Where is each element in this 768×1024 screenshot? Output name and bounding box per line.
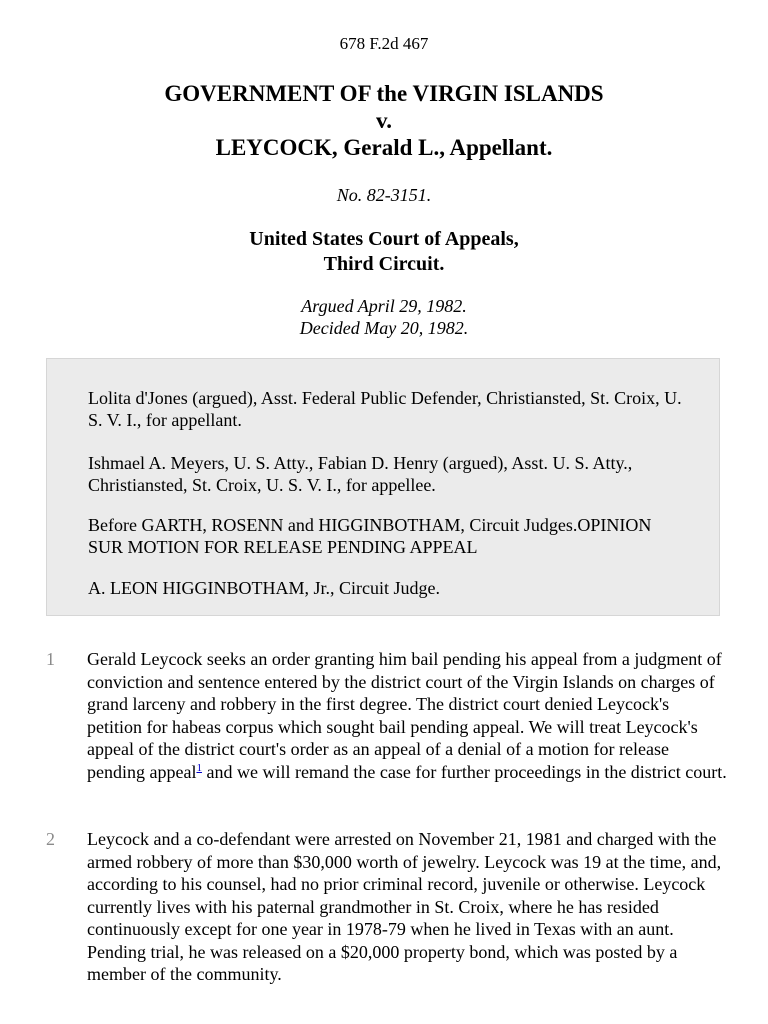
paragraph-text: Leycock and a co-defendant were arrested on November 21, 1981 and charged with the armed robbery of more than $30,000 worth of jewelry. Leycock was 19 at the time, and, according to his counsel, had no prior criminal record, juvenile or otherwise. Leycock currently lives with his paternal grandmother in St. Croix, where he has resided continuously except for one year in 1978-79 when he lived in Texas with an aunt. Pending trial, he was released on a $20,000 property bond, which was posted by a member of the community. [87, 829, 722, 984]
decided-date: Decided May 20, 1982. [299, 318, 469, 338]
argued-date: Argued April 29, 1982. [301, 296, 467, 316]
paragraph-number: 2 [46, 829, 55, 849]
opinion-author: A. LEON HIGGINBOTHAM, Jr., Circuit Judge. [88, 578, 440, 598]
counsel-box [46, 358, 720, 616]
case-caption [0, 80, 768, 161]
docket-number: No. 82-3151. [336, 185, 432, 205]
court-name [0, 227, 768, 277]
paragraph-number: 1 [46, 649, 55, 669]
case-dates [0, 295, 768, 339]
caption-defendant: LEYCOCK, Gerald L., Appellant. [215, 135, 553, 160]
citation: 678 F.2d 467 [339, 34, 429, 53]
paragraph-text-main: Gerald Leycock seeks an order granting him bail pending his appeal from a judgment of conviction and sentence entered by the district court of the Virgin Islands on charges of grand larceny and robbery in the first degree. The district court denied Leycock's petition for habeas corpus which sought bail pending appeal. We will treat Leycock's appeal of the district court's order as an appeal of a denial of a motion for release pending appeal [87, 649, 722, 782]
footnote-link[interactable]: 1 [196, 761, 202, 774]
paragraph-text [87, 648, 727, 783]
court-name-line1: United States Court of Appeals, [249, 228, 519, 250]
caption-versus: v. [376, 108, 392, 133]
caption-plaintiff: GOVERNMENT OF the VIRGIN ISLANDS [164, 81, 604, 106]
paragraph-text-rest: and we will remand the case for further proceedings in the district court. [201, 761, 727, 782]
court-name-line2: Third Circuit. [323, 253, 445, 275]
counsel-appellant: Lolita d'Jones (argued), Asst. Federal Public Defender, Christiansted, St. Croix, U. S. V. I., for appellant. [88, 388, 682, 430]
counsel-appellee: Ishmael A. Meyers, U. S. Atty., Fabian D. Henry (argued), Asst. U. S. Atty., Christiansted, St. Croix, U. S. V. I., for appellee. [88, 453, 633, 495]
panel-judges: Before GARTH, ROSENN and HIGGINBOTHAM, Circuit Judges.OPINION SUR MOTION FOR RELEASE PENDING APPEAL [88, 515, 652, 557]
